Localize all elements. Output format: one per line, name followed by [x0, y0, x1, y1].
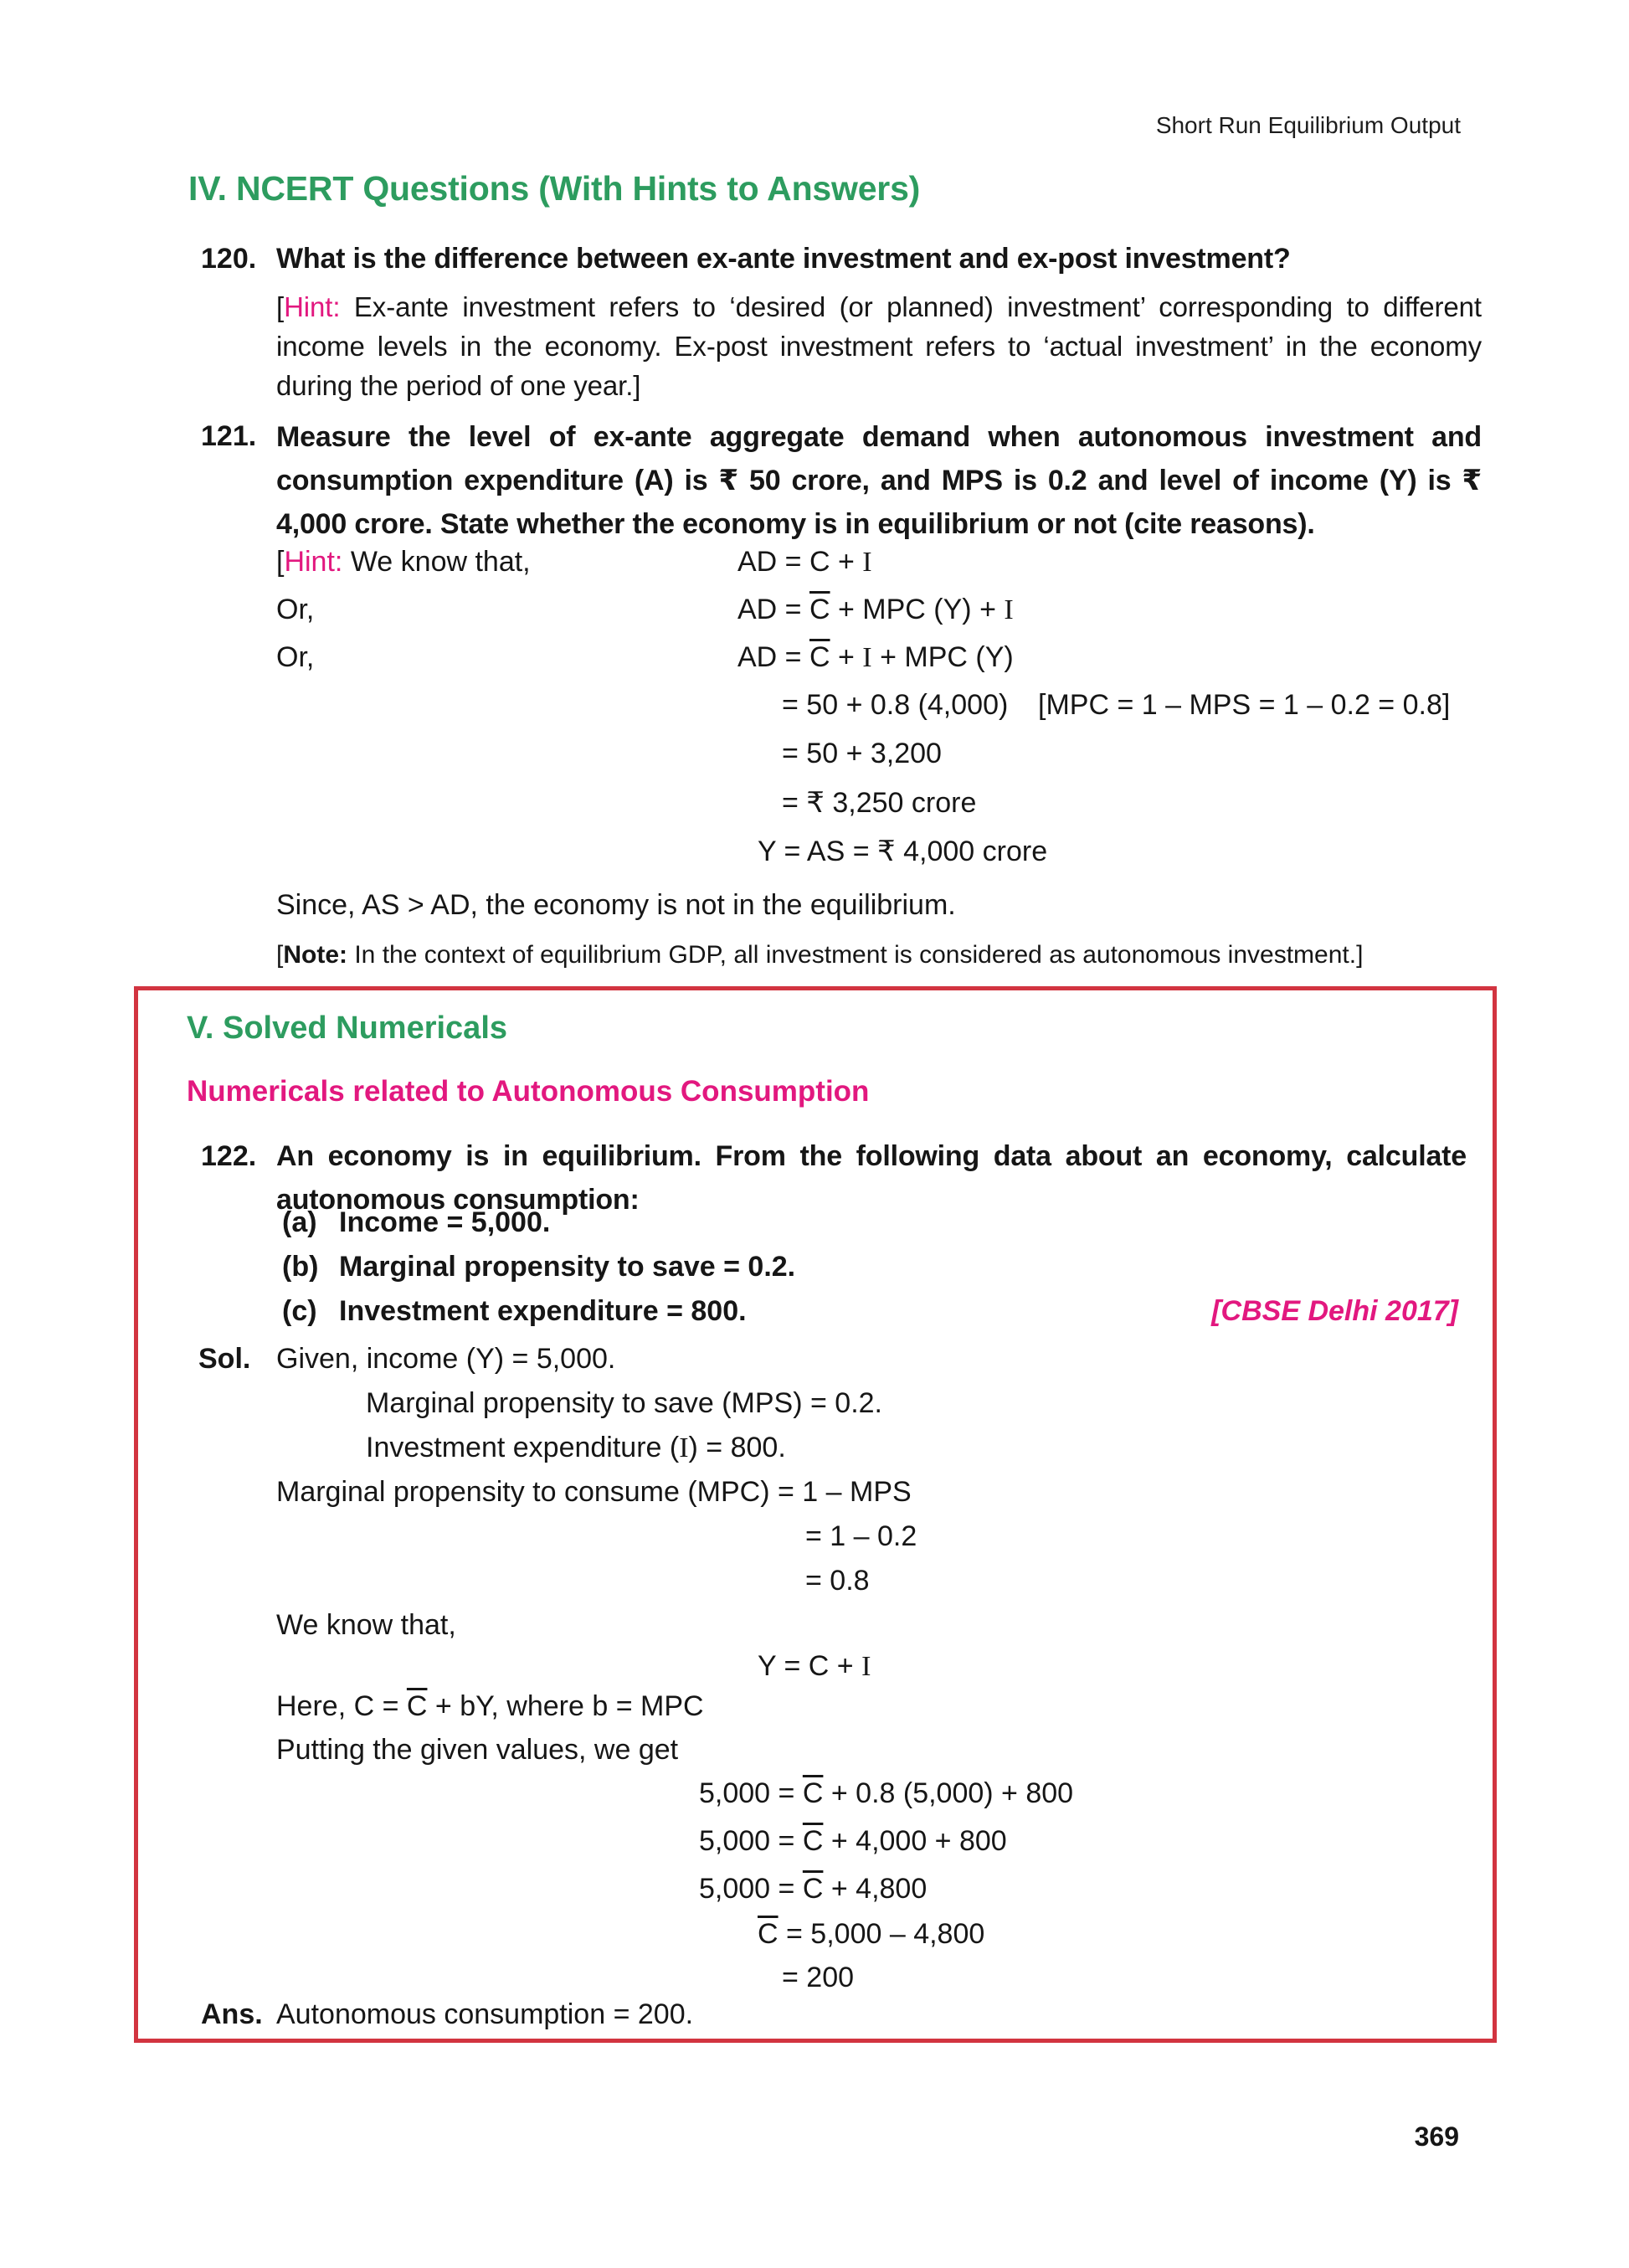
answer-label: Ans.	[201, 1998, 263, 2030]
equation-row	[0, 641, 1629, 689]
question-120	[0, 238, 1629, 405]
question-body	[276, 415, 1482, 546]
question-text: What is the difference between ex-ante investment and ex-post investment?	[276, 243, 1291, 275]
equation-row	[0, 738, 1629, 786]
equation-label: [Hint: We know that,	[276, 546, 531, 578]
equation: = 1 – 0.2	[805, 1520, 917, 1552]
equation-row	[0, 835, 1629, 882]
equation: AD = $\overline{C} + I$ + MPC (Y)	[737, 641, 1014, 673]
item-label: (b)	[282, 1251, 319, 1283]
item-label: (c)	[282, 1295, 317, 1327]
solved-numericals-box	[134, 986, 1497, 2043]
question-text: An economy is in equilibrium. From the following data about an economy, calculate autonomous consumption:	[276, 1140, 1467, 1216]
question-number: 122.	[201, 1140, 257, 1172]
solution-given: Given, income (Y) = 5,000.	[276, 1343, 616, 1375]
item-text: Investment expenditure = 800.	[339, 1295, 747, 1327]
item-text: Income = 5,000.	[339, 1206, 551, 1238]
equation-row	[0, 689, 1629, 738]
solution-here: Here, $C = \overline{C}$ + bY, where b = MPC	[276, 1690, 704, 1722]
solution-we-know: We know that,	[276, 1609, 456, 1641]
hint-paragraph: [Hint: Ex-ante investment refers to ‘desired (or planned) investment’ corresponding to different income levels in the economy. Ex-post investment refers to ‘actual investment’ in the economy during the period of one year.]	[276, 291, 1482, 401]
solution-label: Sol.	[198, 1343, 251, 1375]
note-paragraph: [Note: In the context of equilibrium GDP, all investment is considered as autonomous investment.]	[276, 941, 1364, 969]
equation: $\overline{C} = 5,000 - 4,800$	[758, 1918, 985, 1950]
hint-equations-121	[0, 546, 1629, 882]
list-item-c	[138, 1295, 1493, 1335]
equation-label: Or,	[276, 594, 315, 625]
question-text: Measure the level of ex-ante aggregate demand when autonomous investment and consumption expenditure (A) is ₹ 50 crore, and MPS is 0.2 and level of income (Y) is ₹ 4,000 crore. State whether the economy is in equilibrium or not (cite reasons).	[276, 421, 1482, 540]
question-number: 121.	[201, 420, 257, 452]
item-text: Marginal propensity to save = 0.2.	[339, 1251, 796, 1283]
exam-source-tag: [CBSE Delhi 2017]	[1211, 1295, 1458, 1327]
running-header: Short Run Equilibrium Output	[1155, 112, 1461, 138]
question-body	[276, 238, 1482, 405]
solution-mpc: Marginal propensity to consume (MPC) = 1 – MPS	[276, 1476, 912, 1508]
equation: = 50 + 3,200	[782, 738, 942, 769]
page-number: 369	[1414, 2121, 1459, 2152]
equation: $5,000 = \overline{C} + 0.8$ (5,000) + 800	[699, 1777, 1074, 1809]
solution-mps: Marginal propensity to save (MPS) = 0.2.	[366, 1387, 882, 1419]
answer-text: Autonomous consumption = 200.	[276, 1998, 694, 2030]
equation: Y = C + I	[758, 1650, 871, 1682]
equation: = 50 + 0.8 (4,000)	[782, 689, 1009, 721]
equation: = 0.8	[805, 1565, 870, 1597]
equation: AD = $\overline{C}$ + MPC (Y) + I	[737, 594, 1014, 625]
equation-row	[0, 786, 1629, 835]
conclusion-text: Since, AS > AD, the economy is not in the equilibrium.	[276, 889, 956, 921]
equation: AD = C + I	[737, 546, 872, 578]
equation: = 200	[782, 1962, 855, 1993]
equation-row	[0, 594, 1629, 641]
equation: $5,000 = \overline{C} + 4,000 + 800$	[699, 1825, 1007, 1857]
section-heading-solved: V. Solved Numericals	[187, 1011, 508, 1046]
section-heading-ncert: IV. NCERT Questions (With Hints to Answers)	[188, 169, 921, 208]
item-label: (a)	[282, 1206, 317, 1238]
equation: $5,000 = \overline{C} + 4,800$	[699, 1873, 928, 1905]
equation-note: [MPC = 1 – MPS = 1 – 0.2 = 0.8]	[1038, 689, 1451, 721]
equation: Y = AS = ₹ 4,000 crore	[758, 836, 1048, 867]
subsection-heading-autonomous-consumption: Numericals related to Autonomous Consumption	[187, 1075, 870, 1108]
equation-label: Or,	[276, 641, 315, 673]
list-item-a	[138, 1206, 1493, 1247]
solution-putting: Putting the given values, we get	[276, 1734, 679, 1766]
list-item-b	[138, 1251, 1493, 1291]
equation: = ₹ 3,250 crore	[782, 787, 977, 819]
solution-investment: Investment expenditure (I) = 800.	[366, 1432, 786, 1463]
equation-row	[0, 546, 1629, 594]
question-number: 120.	[201, 243, 257, 275]
question-121	[0, 415, 1629, 546]
